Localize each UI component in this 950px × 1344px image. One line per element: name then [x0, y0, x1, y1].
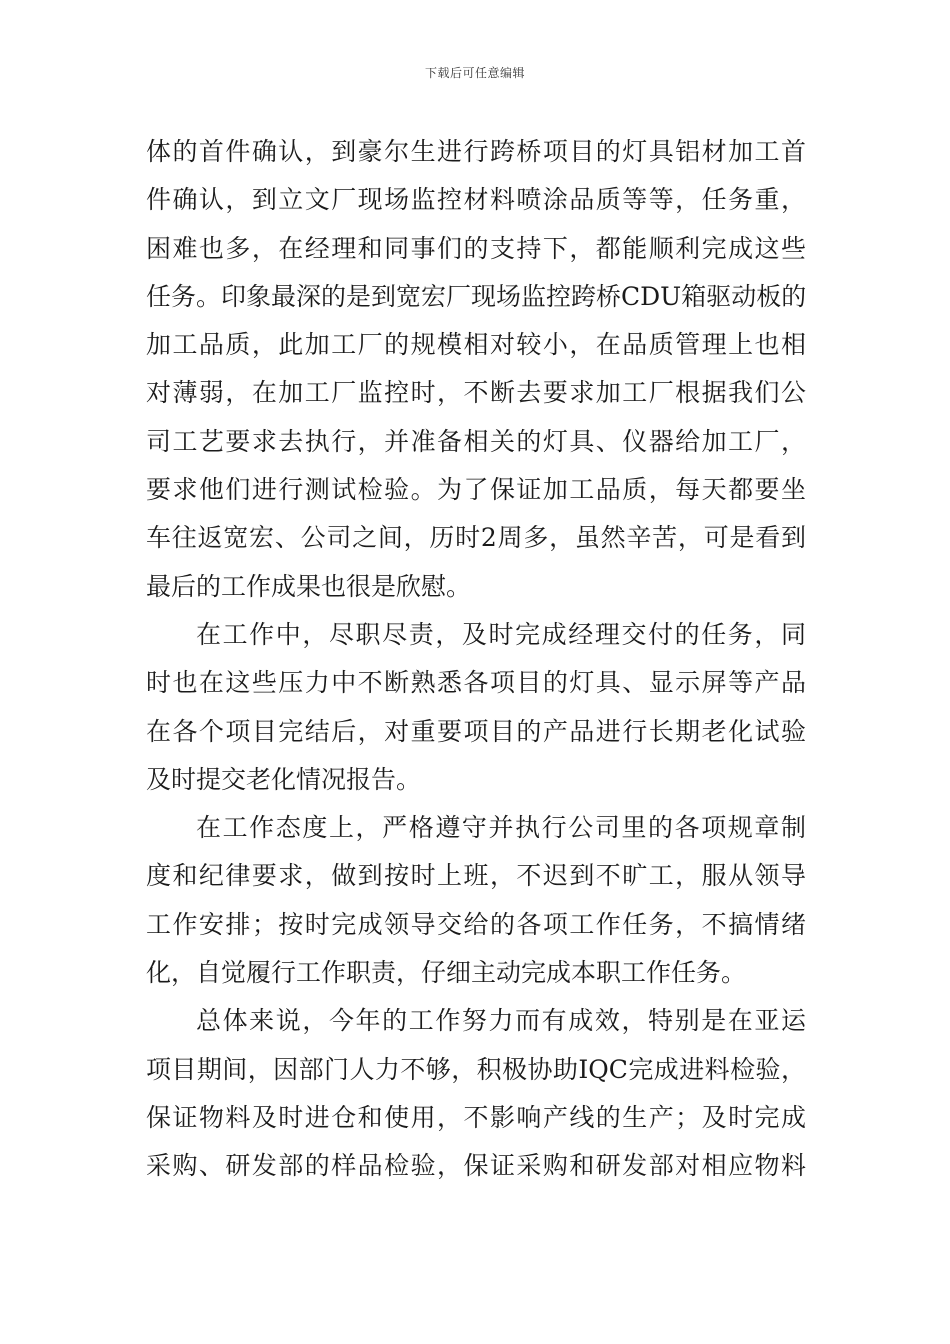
paragraph — [146, 128, 806, 611]
document-body — [146, 128, 806, 1191]
paragraph — [146, 611, 806, 804]
text-line: 项目期间，因部门人力不够，积极协助IQC完成进料检验， — [146, 1054, 806, 1084]
text-line: 度和纪律要求，做到按时上班，不迟到不旷工，服从领导 — [146, 861, 806, 891]
text-line: 总体来说，今年的工作努力而有成效，特别是在亚运 — [196, 1006, 806, 1036]
paragraph — [146, 804, 806, 997]
text-line: 任务。印象最深的是到宽宏厂现场监控跨桥CDU箱驱动板的 — [146, 281, 807, 311]
text-line: 在工作中，尽职尽责，及时完成经理交付的任务，同 — [196, 619, 806, 649]
text-line: 及时提交老化情况报告。 — [146, 764, 422, 794]
text-line: 时也在这些压力中不断熟悉各项目的灯具、显示屏等产品 — [146, 668, 806, 698]
text-line: 体的首件确认，到豪尔生进行跨桥项目的灯具铝材加工首 — [146, 137, 806, 166]
text-line: 困难也多，在经理和同事们的支持下，都能顺利完成这些 — [146, 233, 806, 263]
text-line: 在工作态度上，严格遵守并执行公司里的各项规章制 — [196, 813, 806, 843]
text-line: 车往返宽宏、公司之间，历时2周多，虽然辛苦，可是看到 — [146, 523, 806, 553]
text-line: 保证物料及时进仓和使用，不影响产线的生产；及时完成 — [146, 1102, 806, 1132]
text-line: 最后的工作成果也很是欣慰。 — [146, 571, 472, 601]
text-line: 工作安排；按时完成领导交给的各项工作任务，不搞情绪 — [146, 909, 806, 939]
paragraph — [146, 997, 806, 1190]
text-line: 采购、研发部的样品检验，保证采购和研发部对相应物料 — [146, 1151, 806, 1181]
page-header: 下载后可任意编辑 — [424, 66, 525, 80]
text-line: 对薄弱，在加工厂监控时，不断去要求加工厂根据我们公 — [146, 378, 806, 408]
text-line: 司工艺要求去执行，并准备相关的灯具、仪器给加工厂， — [146, 426, 806, 456]
text-line: 在各个项目完结后，对重要项目的产品进行长期老化试验 — [146, 716, 806, 746]
text-line: 要求他们进行测试检验。为了保证加工品质，每天都要坐 — [146, 475, 806, 505]
text-line: 化，自觉履行工作职责，仔细主动完成本职工作任务。 — [146, 958, 747, 988]
text-line: 加工品质，此加工厂的规模相对较小，在品质管理上也相 — [146, 330, 806, 360]
text-line: 件确认，到立文厂现场监控材料喷涂品质等等，任务重， — [146, 185, 806, 215]
